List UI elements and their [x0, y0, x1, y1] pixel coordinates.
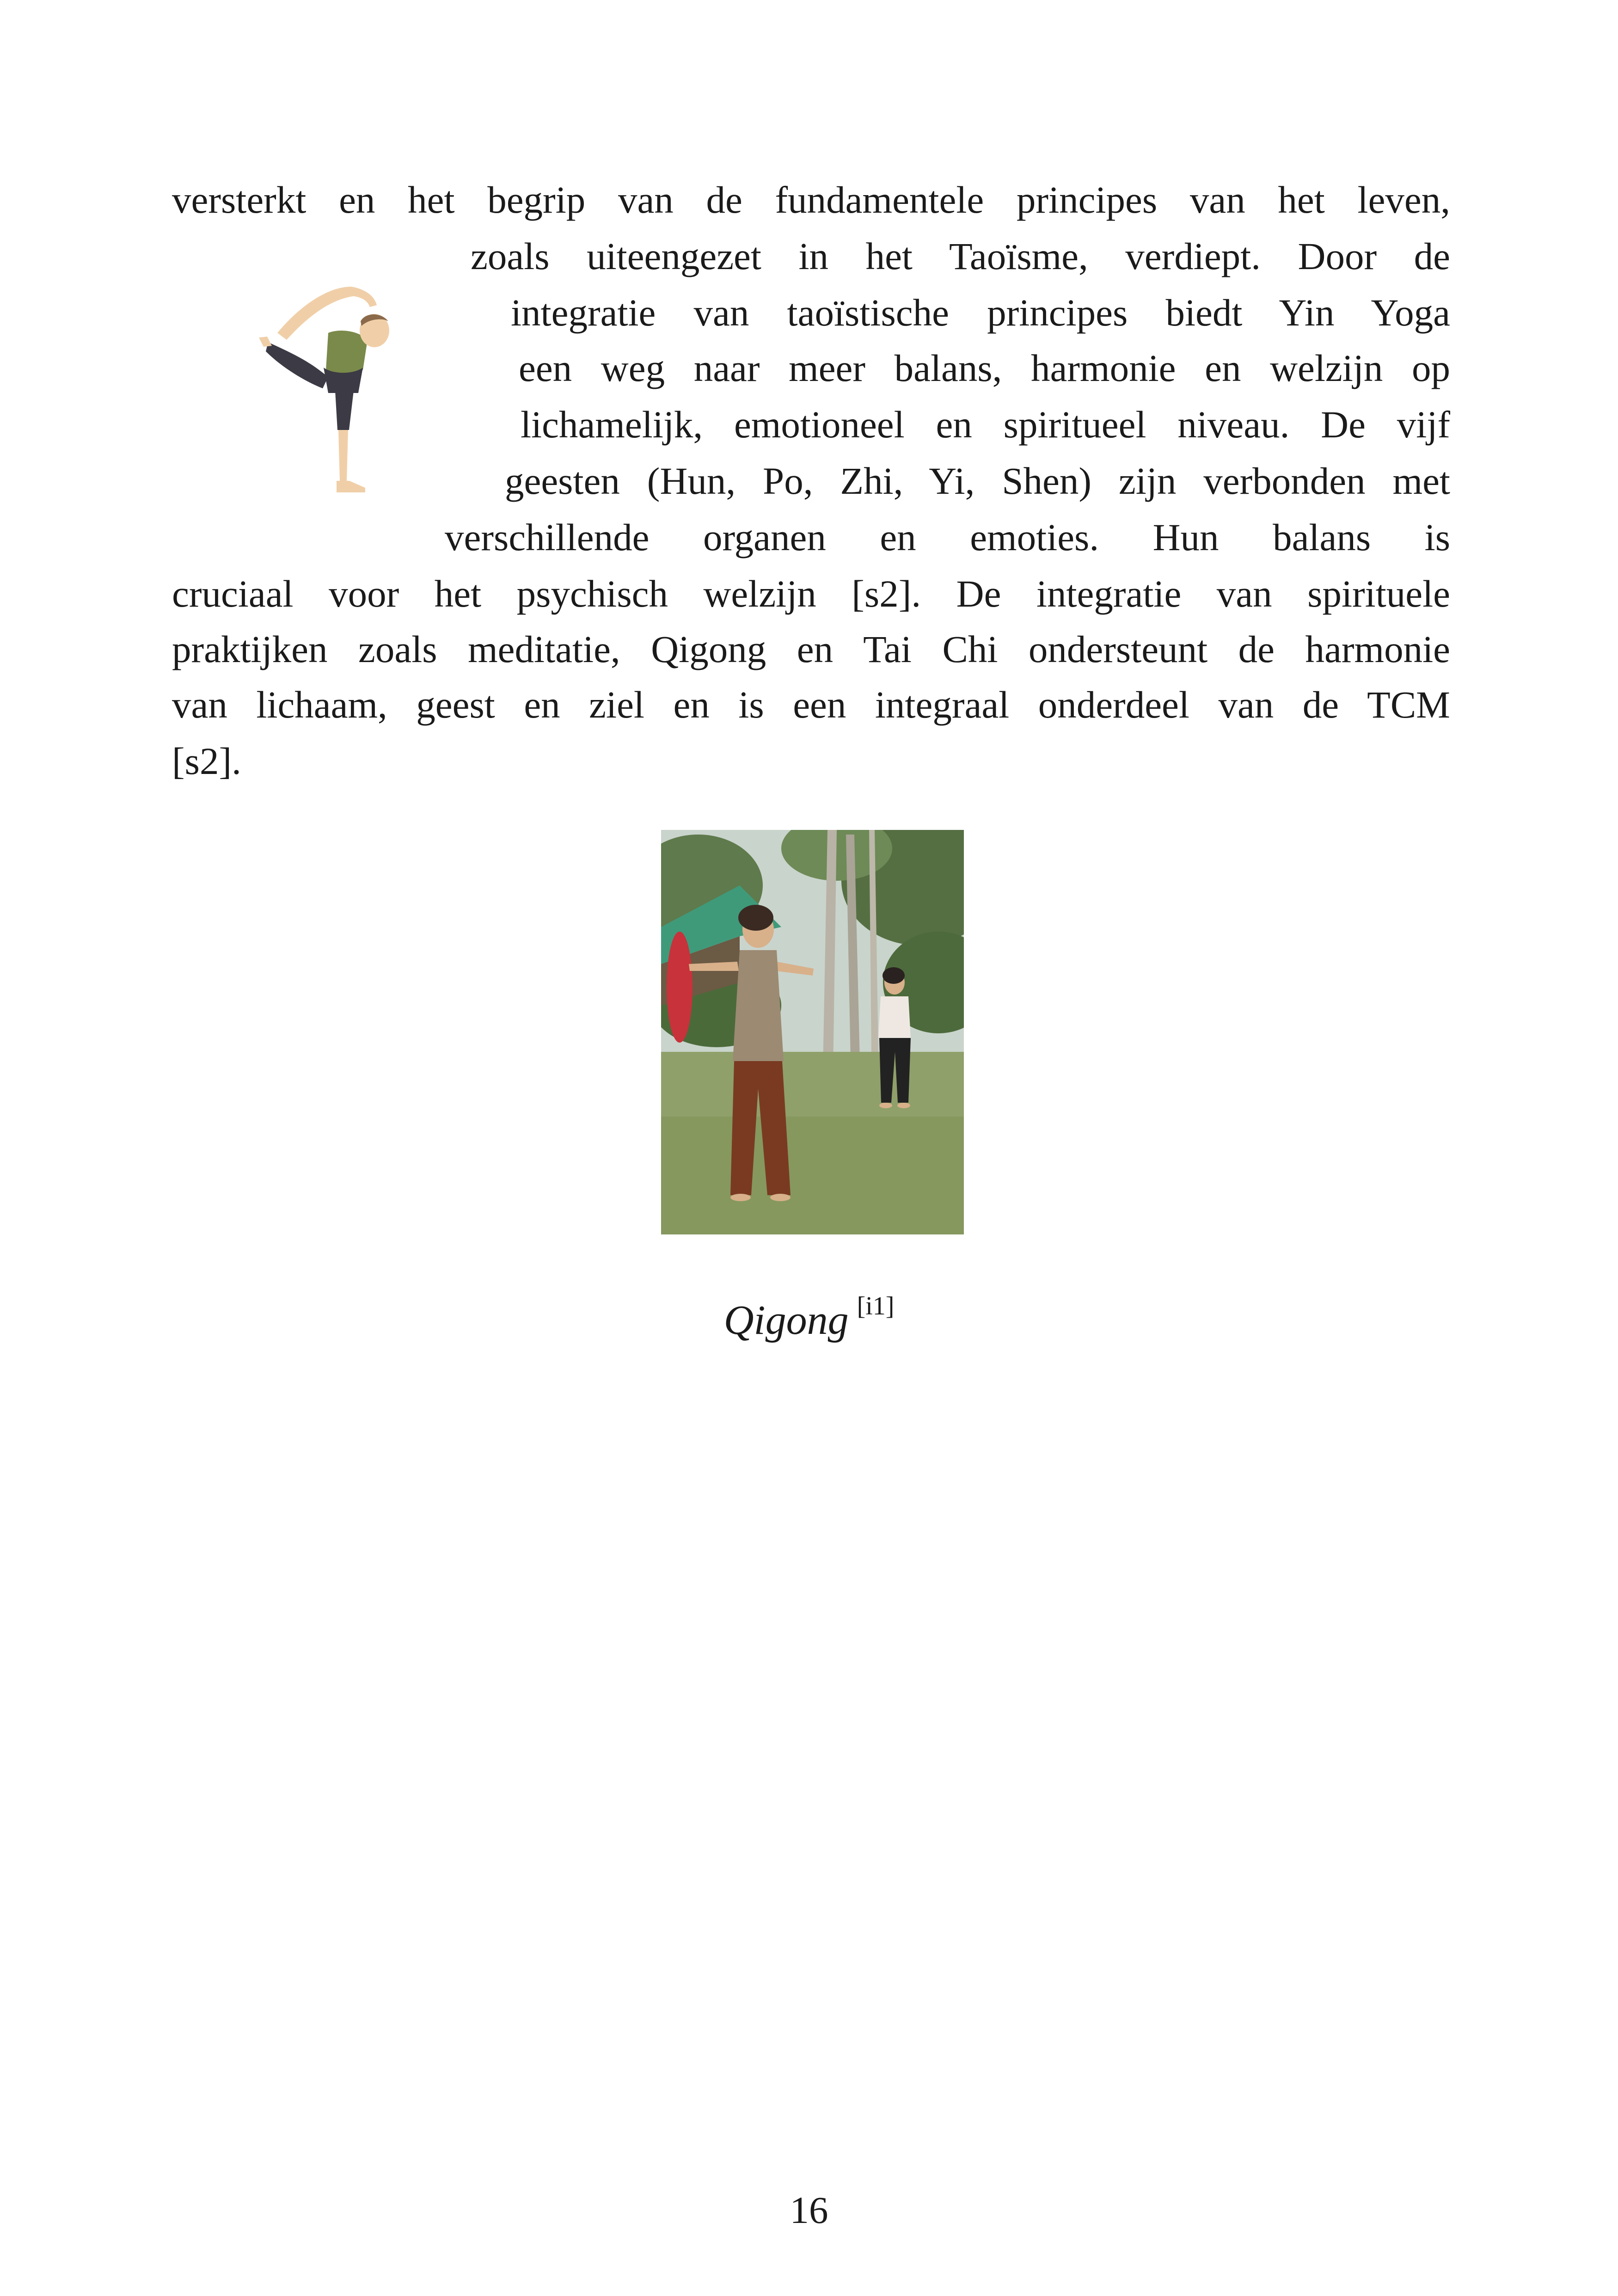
- qigong-photo: [661, 830, 964, 1234]
- yoga-dancer-pose-icon: [259, 277, 407, 499]
- text-line: geesten (Hun, Po, Zhi, Yi, Shen) zijn verbonden met: [505, 460, 1450, 502]
- figure-caption: [0, 1281, 1618, 1346]
- text-line: verschillende organen en emoties. Hun balans is: [445, 516, 1450, 559]
- text-line: versterkt en het begrip van de fundamentele principes van het leven,: [172, 178, 1450, 221]
- caption-citation: [i1]: [857, 1292, 895, 1320]
- text-line: van lichaam, geest en ziel en is een integraal onderdeel van de TCM: [172, 683, 1450, 726]
- text-line: lichamelijk, emotioneel en spiritueel niveau. De vijf: [521, 403, 1450, 446]
- text-line: zoals uiteengezet in het Taoïsme, verdiept. Door de: [471, 235, 1450, 277]
- text-line: een weg naar meer balans, harmonie en welzijn op: [519, 347, 1450, 389]
- page-number: 16: [790, 2189, 828, 2231]
- caption-text: Qigong: [723, 1297, 849, 1343]
- text-line: praktijken zoals meditatie, Qigong en Tai Chi ondersteunt de harmonie: [172, 628, 1450, 670]
- text-line: [s2].: [172, 740, 241, 782]
- text-line: integratie van taoïstische principes biedt Yin Yoga: [511, 291, 1450, 334]
- text-line: cruciaal voor het psychisch welzijn [s2]. De integratie van spirituele: [172, 572, 1450, 615]
